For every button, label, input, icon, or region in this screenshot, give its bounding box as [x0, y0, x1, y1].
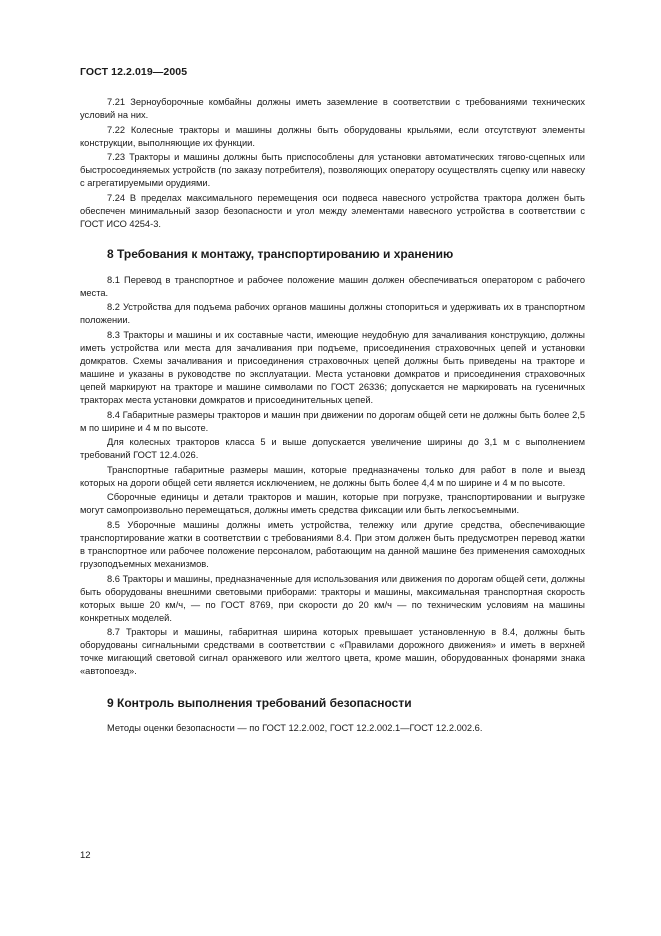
paragraph-8-2: 8.2 Устройства для подъема рабочих органов машины должны стопориться и удерживать их в транспортном положении. [80, 302, 585, 326]
paragraph-8-4-wheeled: Для колесных тракторов класса 5 и выше допускается увеличение ширины до 3,1 м с выполнением требований ГОСТ 12.4.026. [80, 437, 585, 461]
paragraph-8-5: 8.5 Уборочные машины должны иметь устройства, тележку или другие средства, обеспечивающие транспортирование жатки в соответствии с требованиями 8.4. При этом должен быть предусмотрен перевод жатки в транспортное или рабочее положение персоналом, работающим на данной машине без применения самоходных грузоподъемных механизмов. [80, 519, 585, 569]
section-8-heading: 8 Требования к монтажу, транспортированию и хранению [107, 246, 454, 261]
document-body [80, 96, 585, 737]
paragraph-8-6: 8.6 Тракторы и машины, предназначенные для использования или движения по дорогам общей сети, должны быть оборудованы внешними световыми приборами: тракторы и машины, максимальная транспортная скорость которых выше 20 км/ч, — по ГОСТ 8769, при скорости до 20 км/ч — по техническим условиям на машины конкретных моделей. [80, 573, 585, 623]
paragraph-8-1: 8.1 Перевод в транспортное и рабочее положение машин должен обеспечиваться оператором с рабочего места. [80, 274, 585, 298]
paragraph-7-24: 7.24 В пределах максимального перемещения оси подвеса навесного устройства трактора должен быть обеспечен минимальный зазор безопасности и угол между элементами навесного устройства в соответствии с ГОСТ ИСО 4254-3. [80, 192, 585, 229]
paragraph-8-4: 8.4 Габаритные размеры тракторов и машин при движении по дорогам общей сети не должны быть более 2,5 м по ширине и 4 м по высоте. [80, 409, 585, 433]
document-header: ГОСТ 12.2.019—2005 [80, 66, 188, 78]
section-9-heading: 9 Контроль выполнения требований безопасности [107, 696, 412, 711]
paragraph-8-7: 8.7 Тракторы и машины, габаритная ширина которых превышает установленную в 8.4, должны быть оборудованы сигнальными средствами в соответствии с «Правилами дорожного движения» и иметь в верхней точке мигающий световой сигнал оранжевого или желтого цвета, кроме машин, оборудованных фонарями знака «автопоезд». [80, 627, 585, 677]
paragraph-7-21: 7.21 Зерноуборочные комбайны должны иметь заземление в соответствии с требованиями технических условий на них. [80, 97, 585, 120]
paragraph-8-4-field: Транспортные габаритные размеры машин, которые предназначены только для работ в поле и выезд которых на дороги общей сети является исключением, не должны быть более 4,4 м по ширине и 4 м по высоте. [80, 464, 585, 488]
paragraph-8-4-assembly: Сборочные единицы и детали тракторов и машин, которые при погрузке, транспортировании и выгрузке могут самопроизвольно перемещаться, должны иметь средства фиксации или быть легкосъемными. [80, 492, 585, 516]
paragraph-7-22: 7.22 Колесные тракторы и машины должны быть оборудованы крыльями, если отсутствуют элементы конструкции, выполняющие их функции. [80, 124, 585, 148]
paragraph-8-3: 8.3 Тракторы и машины и их составные части, имеющие неудобную для зачаливания конструкцию, должны иметь устройства или места для зачаливания при подъеме, присоединения страховочных цепей и установки домкратов. Схемы зачаливания и присоединения страховочных цепей должны быть приведены на тракторе и машине и указаны в руководстве по эксплуатации. Места установки домкратов и присоединения страховочных цепей маркируют на тракторе и машине символами по ГОСТ 26336; допускается не маркировать на гусеничных тракторах места установки домкратов и присоединительных цепей. [80, 329, 585, 405]
paragraph-7-23: 7.23 Тракторы и машины должны быть приспособлены для установки автоматических тягово-сцепных или быстросоединяемых устройств (по заказу потребителя), позволяющих оператору осуществлять сцепку или навеску с агрегатируемыми орудиями. [80, 152, 585, 189]
page-number: 12 [80, 850, 91, 861]
paragraph-9-methods: Методы оценки безопасности — по ГОСТ 12.2.002, ГОСТ 12.2.002.1—ГОСТ 12.2.002.6. [107, 723, 483, 734]
